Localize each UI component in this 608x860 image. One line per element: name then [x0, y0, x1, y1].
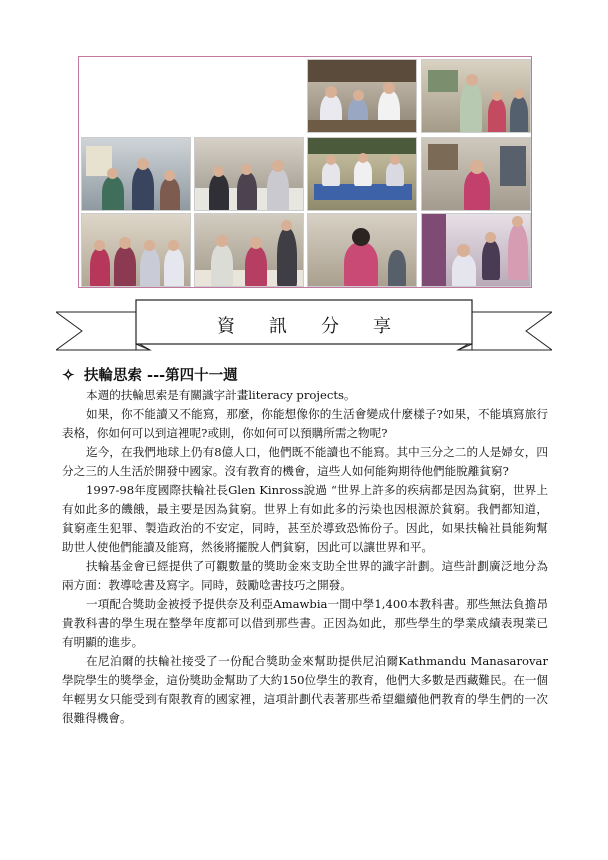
- photo-8: [194, 213, 304, 287]
- photo-3: [81, 137, 191, 211]
- paragraph-5: 扶輪基金會已經提供了可觀數量的獎助金來支助全世界的識字計劃。這些計劃廣泛地分為兩方面：教導唸書及寫字。同時，鼓勵唸書技巧之開發。: [62, 559, 548, 592]
- paragraph-7: 在尼泊爾的扶輪社接受了一份配合獎助金來幫助提供尼泊爾Kathmandu Manasarovar學院學生的獎學金，這份獎助金幫助了大約150位學生的教育，他們大多數是西藏難民。在一個年輕男女只能受到有限教育的國家裡，這項計劃代表著那些希望繼續他們教育的學生們的一次很難得機會。: [62, 654, 548, 725]
- four-point-star-icon: ✧: [62, 365, 75, 384]
- article-heading-row: [62, 364, 548, 386]
- paragraph-3: 迄今，在我們地球上仍有8億人口，他們既不能讀也不能寫。其中三分之二的人是婦女，四分之三的人生活於開發中國家。沒有教育的機會，這些人如何能夠期待他們能脫離貧窮?: [62, 445, 548, 478]
- blank-cell: [81, 59, 303, 133]
- photo-7: [81, 213, 191, 287]
- banner-title: 資訊分享: [217, 316, 425, 337]
- paragraph-4: 1997-98年度國際扶輪社長Glen Kinross說過 “世界上許多的疾病都是因為貧窮，世界上有如此多的饑餓，最主要是因為貧窮。世界上有如此多的污染也因根源於貧窮。我們都知道，貧窮產生犯罪、製造政治的不安定，同時，甚至於導致恐怖份子。因此，如果扶輪社員能夠幫助世人使他們能讀及能寫，然後將擺脫人們貧窮，因此可以讓世界和平。: [62, 483, 548, 554]
- photo-6: [421, 137, 531, 211]
- photo-9: [307, 213, 417, 287]
- photo-2: [421, 59, 531, 133]
- photo-10: [421, 213, 531, 287]
- paragraph-1: 本週的扶輪思索是有關識字計畫literacy projects。: [86, 388, 356, 402]
- paragraph-2: 如果，你不能讀又不能寫，那麼，你能想像你的生活會變成什麼樣子?如果，不能填寫旅行表格，你如何可以到這裡呢?或則，你如何可以預購所需之物呢?: [62, 407, 548, 440]
- photo-4: [194, 137, 304, 211]
- photo-1: [307, 59, 417, 133]
- photo-5: [307, 137, 417, 211]
- photo-collage: [78, 56, 532, 288]
- paragraph-6: 一項配合獎助金被授予提供奈及利亞Amawbia一間中學1,400本教科書。那些無法負擔昂貴教科書的學生現在整學年度都可以借到那些書。正因為如此，那些學生的學業成績表現業已有明顯的進步。: [62, 597, 548, 649]
- article-body: [62, 364, 548, 728]
- article-heading: 扶輪思索 ---第四十一週: [84, 366, 238, 384]
